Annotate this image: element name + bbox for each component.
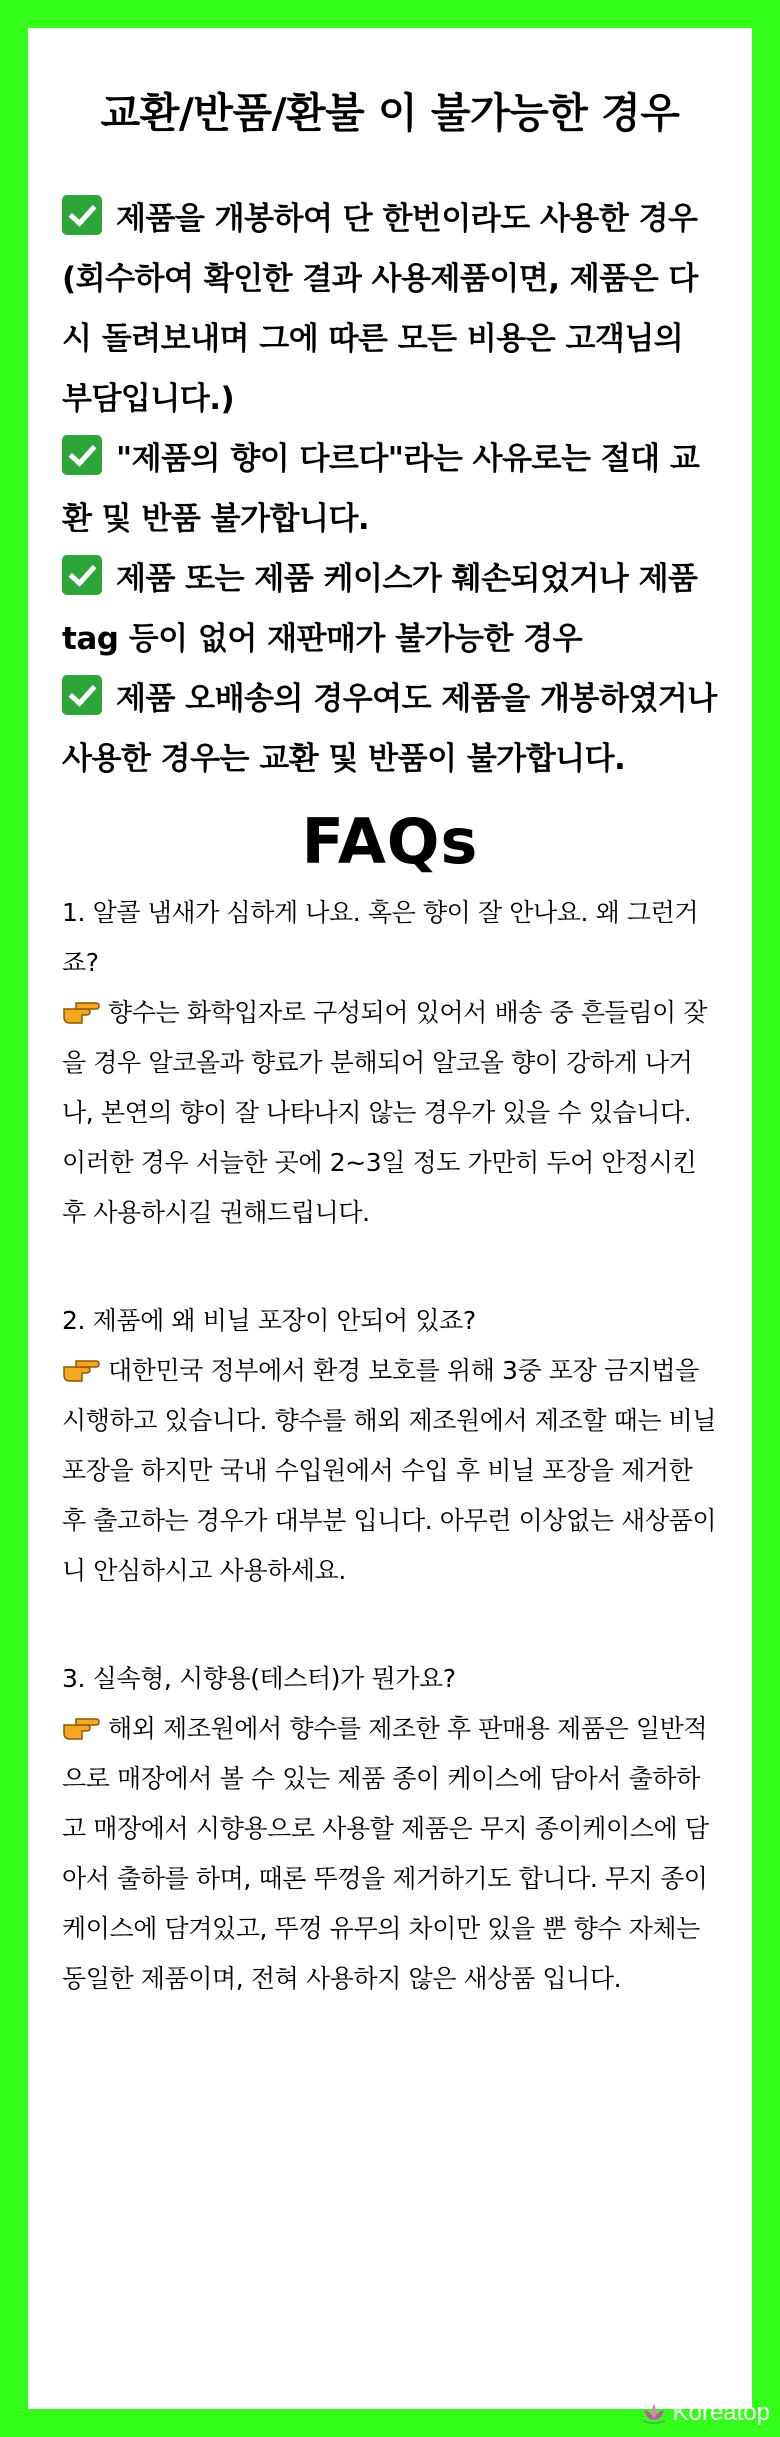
faq-item <box>62 1296 718 1596</box>
policy-text: "제품의 향이 다르다"라는 사유로는 절대 교환 및 반품 불가합니다. <box>62 441 700 537</box>
faq-item <box>62 1654 718 2004</box>
policy-text: 제품 오배송의 경우여도 제품을 개봉하였거나 사용한 경우는 교환 및 반품이 불가합니다. <box>62 681 717 777</box>
pointing-hand-icon <box>62 1357 100 1383</box>
policy-text: 제품 또는 제품 케이스가 훼손되었거나 제품 tag 등이 없어 재판매가 불가능한 경우 <box>62 561 698 657</box>
policy-item <box>62 429 718 549</box>
checkmark-icon <box>62 555 102 595</box>
checkmark-icon <box>62 435 102 475</box>
faq-answer <box>62 1346 718 1596</box>
content-panel <box>28 28 752 2409</box>
faq-heading: FAQs <box>301 805 479 878</box>
policy-item <box>62 189 718 429</box>
policy-item <box>62 669 718 789</box>
faq-question: 2. 제품에 왜 비닐 포장이 안되어 있죠? <box>62 1306 476 1335</box>
faq-answer <box>62 1704 718 2004</box>
pointing-hand-icon <box>62 999 100 1025</box>
lotus-logo-icon <box>641 2402 667 2424</box>
checkmark-icon <box>62 675 102 715</box>
faq-answer-text: 해외 제조원에서 향수를 제조한 후 판매용 제품은 일반적으로 매장에서 볼 수 있는 제품 종이 케이스에 담아서 출하하고 매장에서 시향용으로 사용할 제품은 무지 종이케이스에 담아서 출하를 하며, 때론 뚜껑을 제거하기도 합니다. 무지 종이케이스에 담겨있고, 뚜껑 유무의 차이만 있을 뿐 향수 자체는 동일한 제품이며, 전혀 사용하지 않은 새상품 입니다. <box>62 1714 709 1993</box>
pointing-hand-icon <box>62 1715 100 1741</box>
page-title: 교환/반품/환불 이 불가능한 경우 <box>100 89 680 137</box>
policy-list <box>62 189 718 789</box>
policy-text: 제품을 개봉하여 단 한번이라도 사용한 경우 (회수하여 확인한 결과 사용제품이면, 제품은 다시 돌려보내며 그에 따른 모든 비용은 고객님의 부담입니다.) <box>62 201 698 417</box>
faq-question: 3. 실속형, 시향용(테스터)가 뭔가요? <box>62 1664 456 1693</box>
faq-answer-text: 대한민국 정부에서 환경 보호를 위해 3중 포장 금지법을 시행하고 있습니다. 향수를 해외 제조원에서 제조할 때는 비닐 포장을 하지만 국내 수입원에서 수입 후 비닐 포장을 제거한 후 출고하는 경우가 대부분 입니다. 아무런 이상없는 새상품이니 안심하시고 사용하세요. <box>62 1356 717 1585</box>
watermark-text: Koreatop <box>672 2399 770 2426</box>
policy-item <box>62 549 718 669</box>
faq-item <box>62 888 718 1238</box>
faq-answer-text: 향수는 화학입자로 구성되어 있어서 배송 중 흔들림이 잦을 경우 알코올과 향료가 분해되어 알코올 향이 강하게 나거나, 본연의 향이 잘 나타나지 않는 경우가 있을 수 있습니다. 이러한 경우 서늘한 곳에 2~3일 정도 가만히 두어 안정시킨 후 사용하시길 권해드립니다. <box>62 998 708 1227</box>
watermark <box>641 2399 770 2427</box>
faq-question: 1. 알콜 냄새가 심하게 나요. 혹은 향이 잘 안나요. 왜 그런거죠? <box>62 898 699 977</box>
checkmark-icon <box>62 195 102 235</box>
faq-answer <box>62 988 718 1238</box>
